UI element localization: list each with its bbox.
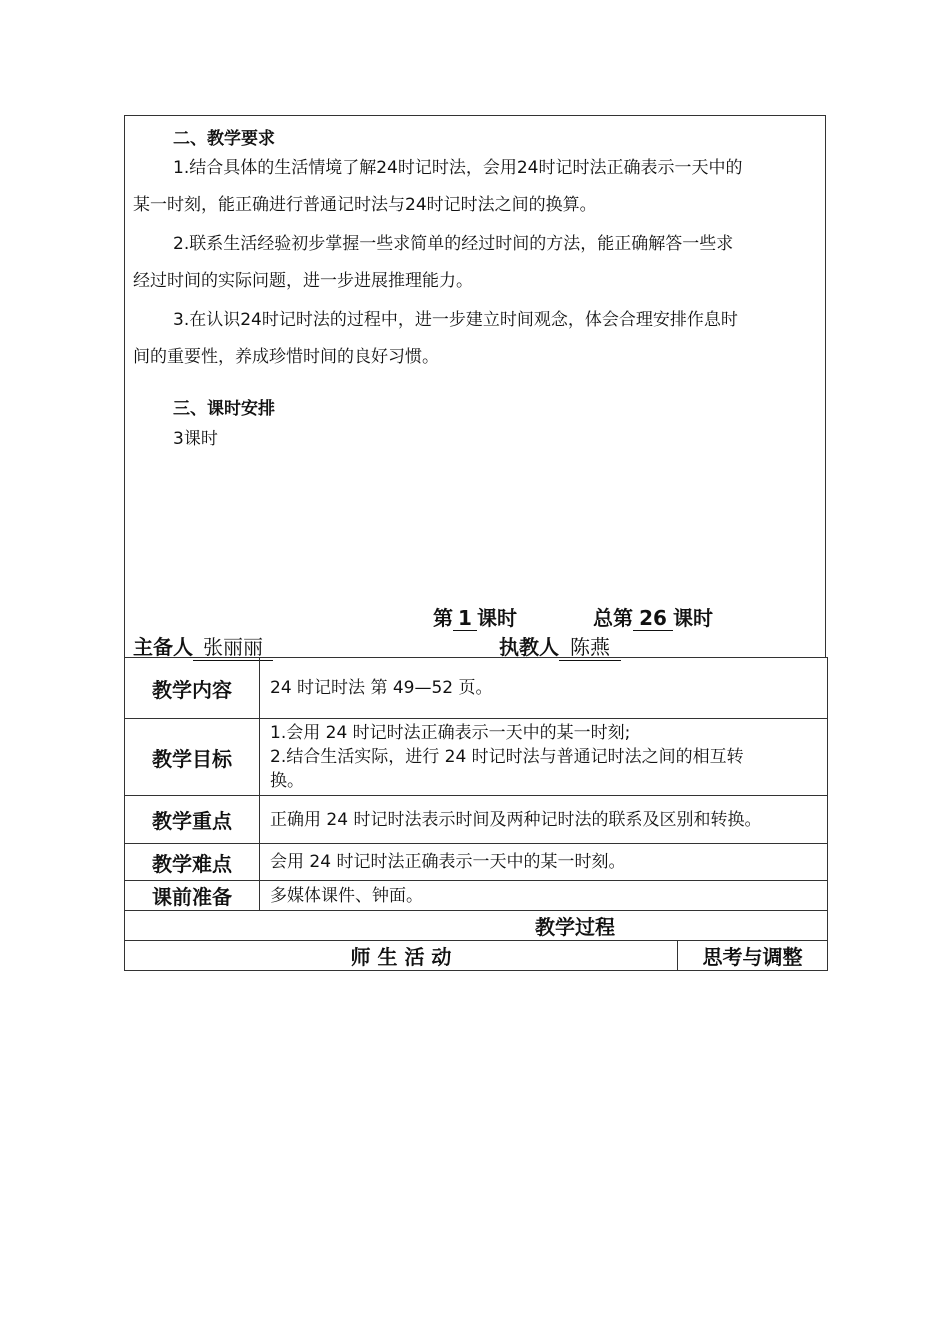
- row-label: 教学目标: [125, 719, 260, 796]
- objective-line: 1.会用 24 时记时法正确表示一天中的某一时刻;: [270, 723, 631, 743]
- activity-heading: 师 生 活 动: [125, 941, 678, 971]
- lesson-total-value: 26: [633, 606, 673, 631]
- requirement-line: 经过时间的实际问题，进一步进展推理能力。: [133, 271, 473, 291]
- row-value: 24 时记时法 第 49—52 页。: [260, 658, 828, 719]
- lesson-number: [433, 602, 517, 631]
- reflection-heading: 思考与调整: [678, 941, 828, 971]
- requirement-line: 1.结合具体的生活情境了解24时记时法，会用24时记时法正确表示一天中的: [173, 158, 743, 178]
- section-heading-schedule: 三、课时安排: [173, 399, 275, 419]
- schedule-value: 3课时: [173, 429, 218, 449]
- objective-line: 2.结合生活实际，进行 24 时记时法与普通记时法之间的相互转: [270, 747, 744, 767]
- table-row: [125, 719, 828, 796]
- row-value: [260, 719, 828, 796]
- row-label: 教学重点: [125, 796, 260, 844]
- teacher-label: 执教人: [499, 635, 559, 659]
- process-heading: 教学过程: [125, 911, 828, 941]
- requirement-item-1: [133, 150, 817, 224]
- preparer-label: 主备人: [133, 635, 193, 659]
- lesson-label: 课时: [673, 606, 713, 630]
- table-row: [125, 844, 828, 881]
- requirement-line: 2.联系生活经验初步掌握一些求简单的经过时间的方法，能正确解答一些求: [173, 234, 734, 254]
- requirement-item-3: [133, 302, 817, 376]
- row-label: 教学难点: [125, 844, 260, 881]
- requirement-line: 某一时刻，能正确进行普通记时法与24时记时法之间的换算。: [133, 195, 597, 215]
- lesson-number-value: 1: [453, 606, 477, 631]
- table-row: [125, 796, 828, 844]
- table-row: [125, 911, 828, 941]
- row-label: 课前准备: [125, 881, 260, 911]
- row-value: 多媒体课件、钟面。: [260, 881, 828, 911]
- section-heading-requirements: 二、教学要求: [173, 129, 275, 149]
- requirements-box: [124, 115, 826, 657]
- table-row: [125, 941, 828, 971]
- lesson-label: 课时: [477, 606, 517, 630]
- requirement-line: 间的重要性，养成珍惜时间的良好习惯。: [133, 347, 439, 367]
- row-label: 教学内容: [125, 658, 260, 719]
- row-value: 会用 24 时记时法正确表示一天中的某一时刻。: [260, 844, 828, 881]
- requirement-item-2: [133, 226, 817, 300]
- preparer-name: 张丽丽: [193, 631, 273, 661]
- lesson-plan-table: [124, 657, 828, 971]
- table-row: [125, 881, 828, 911]
- requirement-line: 3.在认识24时记时法的过程中，进一步建立时间观念，体会合理安排作息时: [173, 310, 738, 330]
- lesson-label: 第: [433, 606, 453, 630]
- teacher-name: 陈燕: [559, 631, 621, 661]
- lesson-label: 总第: [593, 606, 633, 630]
- table-row: [125, 658, 828, 719]
- row-value: 正确用 24 时记时法表示时间及两种记时法的联系及区别和转换。: [260, 796, 828, 844]
- objective-line: 换。: [270, 771, 304, 791]
- lesson-total: [593, 602, 713, 631]
